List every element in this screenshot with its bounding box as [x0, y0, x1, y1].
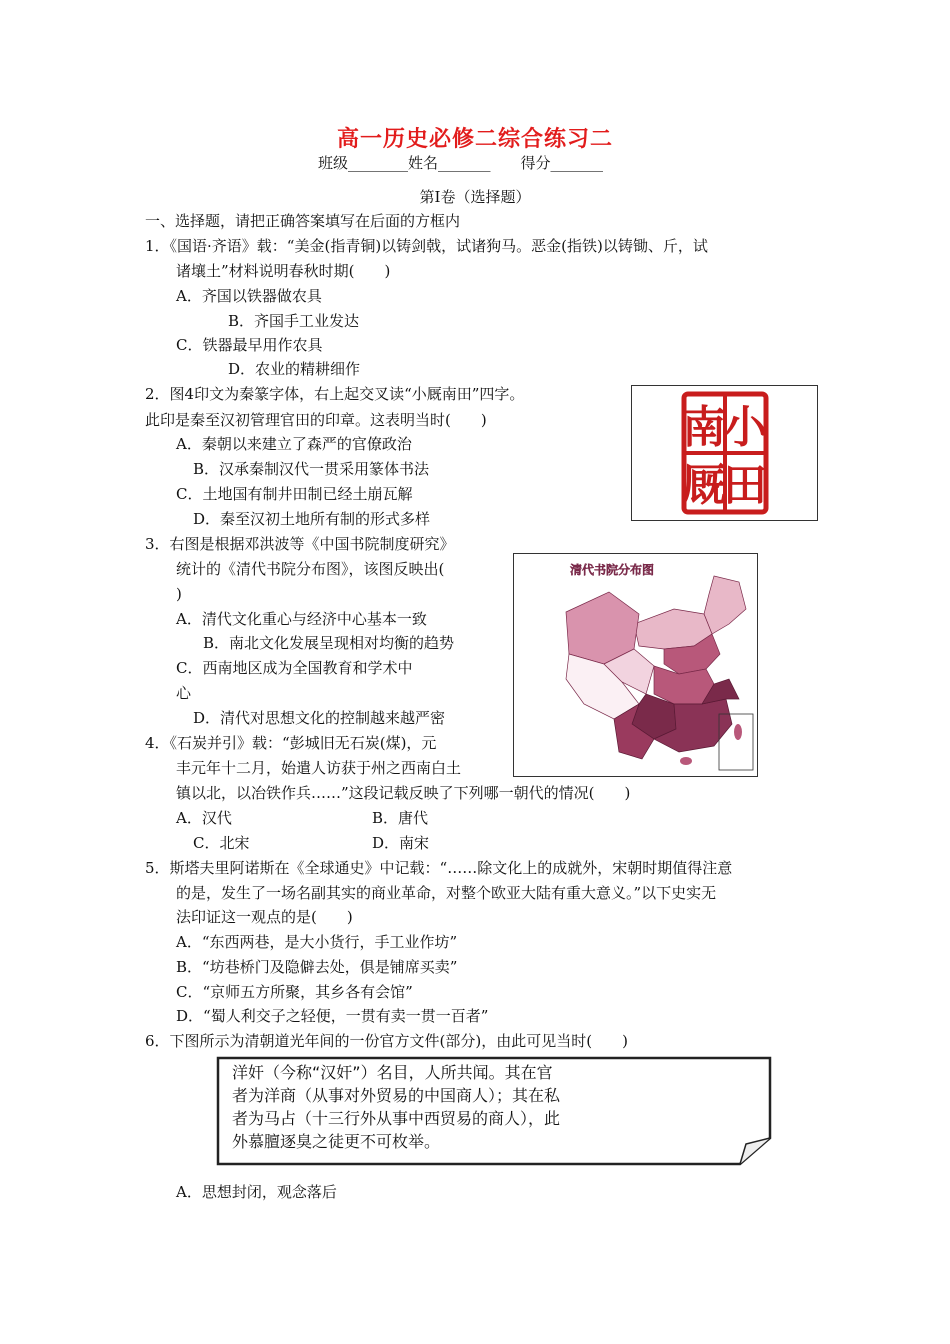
- map-title: 清代书院分布图: [570, 563, 655, 577]
- document-line-1: 洋奸（今称“汉奸”）名目，人所共闻。其在官: [232, 1063, 553, 1082]
- q3-option-c-line1: C．西南地区成为全国教育和学术中: [176, 659, 413, 677]
- q1-option-c: C．铁器最早用作农具: [176, 336, 323, 354]
- q2-stem-line2: 此印是秦至汉初管理官田的印章。这表明当时( ): [145, 411, 487, 429]
- q5-option-d: D．“蜀人利交子之轻便，一贯有卖一贯一百者”: [176, 1007, 489, 1025]
- q2-option-c: C．土地国有制井田制已经土崩瓦解: [176, 485, 413, 503]
- seal-stamp: [632, 386, 817, 520]
- q1-option-a: A．齐国以铁器做农具: [176, 287, 322, 305]
- q4-stem-line1: 4．《石炭并引》载：“彭城旧无石炭(煤)，元: [145, 734, 437, 752]
- q4-option-a: A．汉代: [176, 809, 232, 827]
- section-header: 第Ⅰ卷（选择题）: [419, 188, 531, 206]
- q2-option-a: A．秦朝以来建立了森严的官僚政治: [176, 435, 412, 453]
- seal-char-jiu: 厩: [682, 460, 726, 511]
- q1-stem-line2: 诸壤土”材料说明春秋时期( ): [176, 262, 391, 280]
- q3-stem-line3: ): [176, 585, 182, 603]
- q2-option-b: B．汉承秦制汉代一贯采用篆体书法: [193, 460, 430, 478]
- q4-option-b: B．唐代: [372, 809, 429, 827]
- q5-option-c: C．“京师五方所聚，其乡各有会馆”: [176, 983, 413, 1001]
- q3-stem-line2: 统计的《清代书院分布图》，该图反映出(: [176, 560, 445, 578]
- seal-image-frame: [631, 385, 818, 521]
- q2-option-d: D．秦至汉初土地所有制的形式多样: [193, 510, 431, 528]
- q3-option-d: D．清代对思想文化的控制越来越严密: [193, 709, 446, 727]
- q4-option-c: C．北宋: [193, 834, 250, 852]
- q1-option-b: B．齐国手工业发达: [228, 312, 360, 330]
- q4-stem-line3: 镇以北，以冶铁作兵……”这段记载反映了下列哪一朝代的情况( ): [176, 784, 631, 802]
- q5-stem-line3: 法印证这一观点的是( ): [176, 908, 353, 926]
- page-title: 高一历史必修二综合练习二: [336, 126, 613, 152]
- q5-stem-line1: 5．斯塔夫里阿诺斯在《全球通史》中记载：“……除文化上的成就外，宋朝时期值得注意: [145, 859, 733, 877]
- document-line-4: 外慕膻逐臭之徒更不可枚举。: [232, 1132, 441, 1151]
- q4-option-d: D．南宋: [372, 834, 430, 852]
- document-line-2: 者为洋商（从事对外贸易的中国商人）；其在私: [232, 1086, 561, 1105]
- q5-option-b: B．“坊巷桥门及隐僻去处，俱是铺席买卖”: [176, 958, 458, 976]
- instruction: 一、选择题，请把正确答案填写在后面的方框内: [145, 212, 461, 230]
- document-excerpt: [216, 1056, 772, 1166]
- seal-char-nan: 南: [682, 402, 726, 453]
- q4-stem-line2: 丰元年十二月，始遣人访获于州之西南白土: [176, 759, 462, 777]
- qing-academy-map: [514, 554, 757, 776]
- q3-option-c-line2: 心: [176, 684, 192, 702]
- q2-stem-line1: 2．图4印文为秦篆字体，右上起交叉读“小厩南田”四字。: [145, 385, 525, 403]
- q5-stem-line2: 的是，发生了一场名副其实的商业革命，对整个欧亚大陆有重大意义。”以下史实无: [176, 884, 717, 902]
- seal-char-tian: 田: [723, 460, 767, 511]
- q3-stem-line1: 3．右图是根据邓洪波等《中国书院制度研究》: [145, 535, 455, 553]
- seal-char-xiao: 小: [723, 402, 767, 453]
- q3-option-b: B．南北文化发展呈现相对均衡的趋势: [203, 634, 455, 652]
- document-line-3: 者为马占（十三行外从事中西贸易的商人），此: [232, 1109, 561, 1128]
- q6-stem: 6．下图所示为清朝道光年间的一份官方文件(部分)，由此可见当时( ): [145, 1032, 628, 1050]
- q3-option-a: A．清代文化重心与经济中心基本一致: [176, 610, 427, 628]
- q5-option-a: A．“东西两巷，是大小货行，手工业作坊”: [176, 933, 458, 951]
- q6-option-a: A．思想封闭，观念落后: [176, 1183, 337, 1201]
- q1-stem-line1: 1．《国语·齐语》载：“美金(指青铜)以铸剑戟，试诸狗马。恶金(指铁)以铸锄、斤，试: [145, 237, 708, 255]
- student-info-line: 班级________姓名_______ 得分_______: [318, 154, 604, 172]
- q1-option-d: D．农业的精耕细作: [228, 360, 361, 378]
- map-image-frame: [513, 553, 758, 777]
